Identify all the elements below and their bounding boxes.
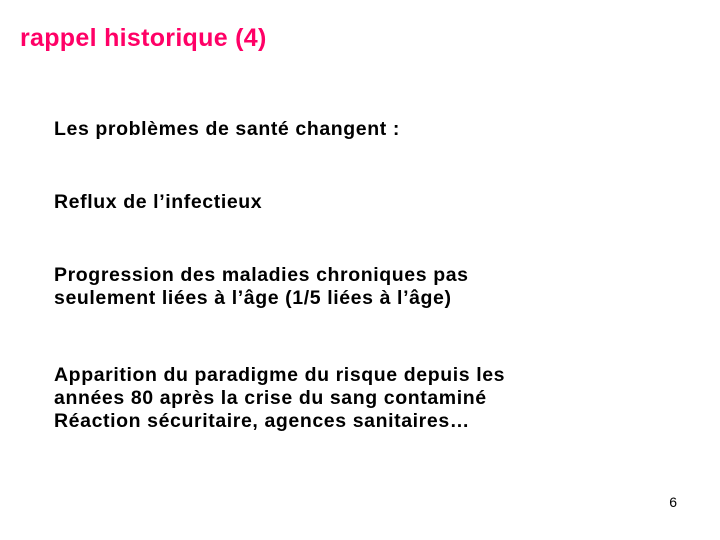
paragraph-infectious-decline [54, 191, 694, 214]
paragraph-line: Réaction sécuritaire, agences sanitaires… [54, 410, 470, 432]
paragraph-health-problems [54, 118, 694, 141]
paragraph-line: années 80 après la crise du sang contaminé [54, 387, 487, 409]
paragraph-risk-paradigm [54, 364, 694, 433]
paragraph-line: Apparition du paradigme du risque depuis les [54, 364, 506, 386]
slide-title: rappel historique (4) [20, 24, 267, 52]
paragraph-chronic-diseases [54, 264, 694, 310]
paragraph-line: seulement liées à l’âge (1/5 liées à l’âge) [54, 287, 452, 309]
paragraph-line: Les problèmes de santé changent : [54, 118, 400, 140]
page-number: 6 [669, 494, 677, 510]
paragraph-line: Reflux de l’infectieux [54, 191, 263, 213]
paragraph-line: Progression des maladies chroniques pas [54, 264, 469, 286]
